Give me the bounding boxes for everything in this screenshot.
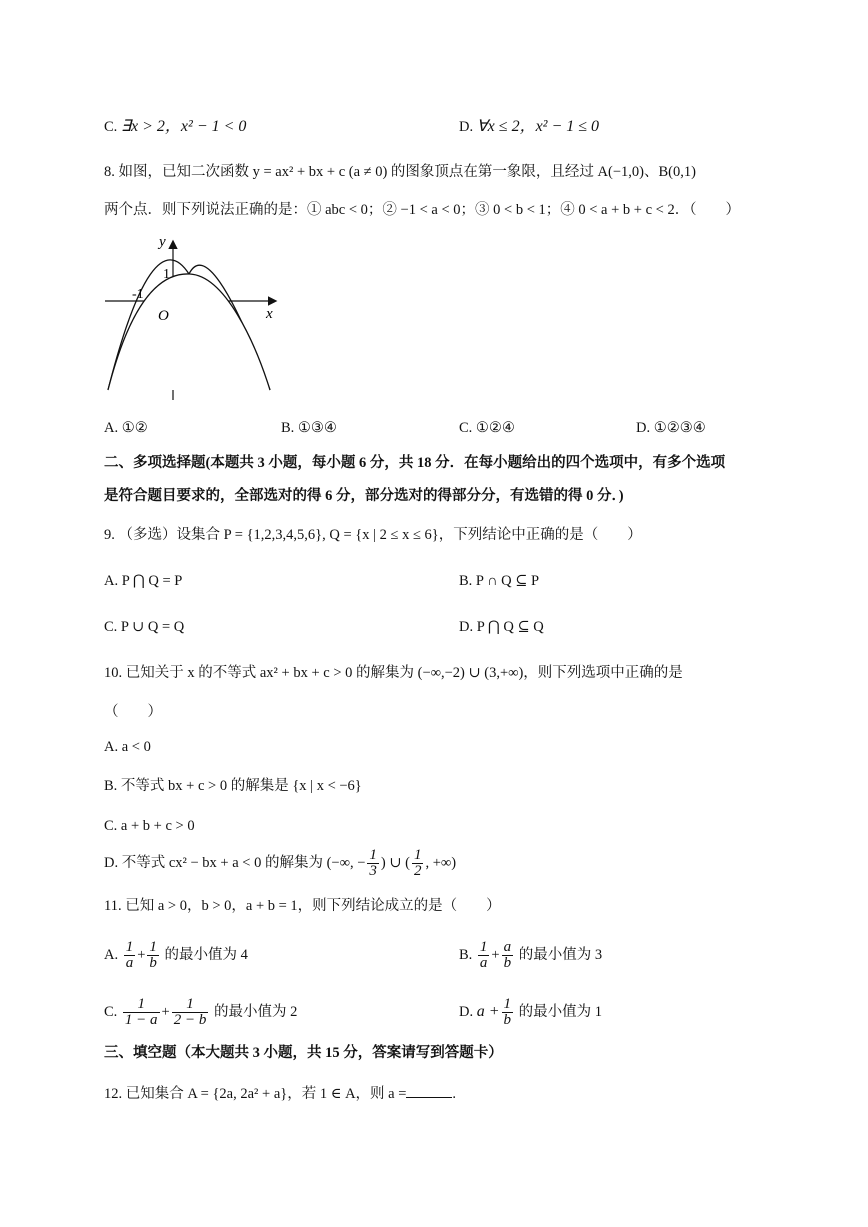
graph-one-label: 1 [163,267,170,282]
q10-stem: 10. 已知关于 x 的不等式 ax² + bx + c > 0 的解集为 (−∞,−2) ∪ (3,+∞)，则下列选项中正确的是 [104,665,683,681]
q10-option-d-mid: ) ∪ ( [380,855,410,871]
q9-option-a: A. P ⋂ Q = P [104,573,183,589]
section2-heading-line1: 二、多项选择题(本题共 3 小题，每小题 6 分，共 18 分．在每小题给出的四个选项中，有多个选项 [104,455,726,471]
q11-option-a: A. $\frac{1}{a}$ + $\frac{1}{b}$ 的最小值为 4 [104,939,248,972]
graph-origin-label: O [158,308,169,324]
q10-paren: （ ） [104,704,162,720]
q11-stem: 11. 已知 a > 0，b > 0，a + b = 1，则下列结论成立的是（ ） [104,898,501,914]
q10-option-d-pre: D. 不等式 cx² − bx + a < 0 的解集为 (−∞, − [104,855,366,871]
q7-option-c [104,117,246,137]
q9-option-d: D. P ⋂ Q ⊆ Q [459,619,544,635]
q8-parabola-graph [100,232,285,404]
q8-stem-line1: 8. 如图，已知二次函数 y = ax² + bx + c (a ≠ 0) 的图象顶点在第一象限，且经过 A(−1,0)、B(0,1) [104,164,696,180]
q11-option-d: D. a + $\frac{1}{b}$ 的最小值为 1 [459,996,603,1029]
fraction-one-half: $\frac{1}{2}$ [413,847,422,880]
graph-y-label: y [159,234,166,250]
q7-option-c-label: C. [104,119,118,135]
q10-option-d [104,848,456,879]
q8-option-c: C. ①②④ [459,420,515,436]
q9-option-c: C. P ∪ Q = Q [104,619,185,635]
q12-answer-blank[interactable] [406,1083,452,1098]
q10-option-c: C. a + b + c > 0 [104,818,195,834]
section3-heading: 三、填空题（本大题共 3 小题，共 15 分，答案请写到答题卡） [104,1045,503,1061]
q8-option-d: D. ①②③④ [636,420,706,436]
q7-option-d-math: ∀x ≤ 2，x² − 1 ≤ 0 [476,118,600,135]
q8-option-a: A. ①② [104,420,148,436]
q11-option-c: C. $\frac{1}{1 - a}$ + $\frac{1}{2 - b}$ 的最小值为 2 [104,996,298,1029]
section2-heading-line2: 是符合题目要求的，全部选对的得 6 分，部分选对的得部分分，有选错的得 0 分．) [104,488,624,504]
graph-x-label: x [266,306,273,322]
q10-option-d-post: , +∞) [425,855,457,871]
q10-option-a: A. a < 0 [104,739,151,755]
q7-option-d-label: D. [459,119,474,135]
q7-option-c-math: ∃x > 2，x² − 1 < 0 [120,118,247,135]
q7-option-d [459,117,599,137]
q9-stem: 9. （多选）设集合 P = {1,2,3,4,5,6}, Q = {x | 2 ≤ x ≤ 6}，下列结论中正确的是（ ） [104,527,642,543]
q10-option-b: B. 不等式 bx + c > 0 的解集是 {x | x < −6} [104,778,362,794]
q8-stem-line2: 两个点．则下列说法正确的是：① abc < 0；② −1 < a < 0；③ 0 < b < 1；④ 0 < a + b + c < 2．（ ） [104,202,740,218]
q12-stem: 12. 已知集合 A = {2a, 2a² + a}，若 1 ∈ A，则 a = . [104,1083,456,1104]
fraction-one-third: $\frac{1}{3}$ [369,847,377,880]
graph-minus-one-label: -1 [132,287,144,302]
q11-option-b: B. $\frac{1}{a}$ + $\frac{a}{b}$ 的最小值为 3 [459,939,603,972]
q9-option-b: B. P ∩ Q ⊆ P [459,573,540,589]
q12-stem-text: 12. 已知集合 A = {2a, 2a² + a}，若 1 ∈ A，则 a = [104,1086,407,1102]
q8-option-b: B. ①③④ [281,420,337,436]
